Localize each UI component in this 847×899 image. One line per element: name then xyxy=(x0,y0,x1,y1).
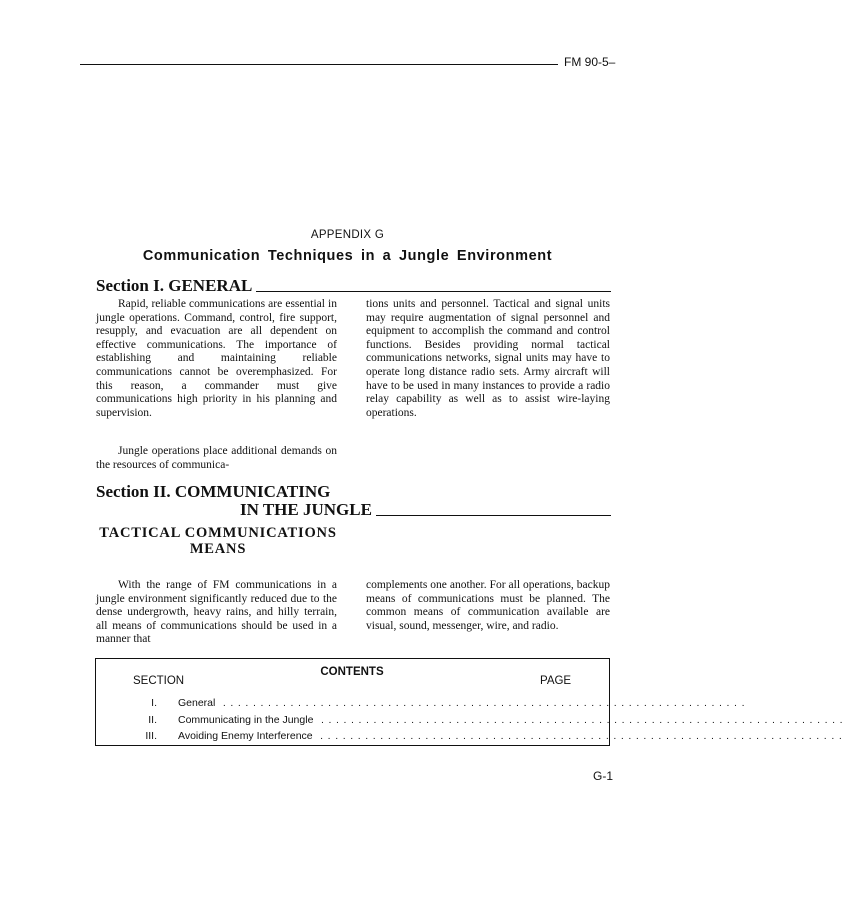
section-1-rule xyxy=(256,291,611,292)
appendix-label: APPENDIX G xyxy=(310,229,385,241)
section-2-heading-row xyxy=(96,501,611,520)
page-number: G-1 xyxy=(593,769,614,783)
contents-box xyxy=(95,658,847,746)
section-2-rule xyxy=(376,515,611,516)
contents-entry-number: II. xyxy=(148,714,157,726)
contents-entry-title: Avoiding Enemy Interference ...................................................................... xyxy=(178,730,847,742)
section-2-heading-line-2: IN THE JUNGLE xyxy=(240,500,372,519)
contents-title: CONTENTS xyxy=(320,666,384,678)
section-1-paragraph-2: Jungle operations place additional demands on the resources of communica- xyxy=(96,445,337,471)
page-title: Communication Techniques in a Jungle Environment xyxy=(142,248,553,264)
contents-section-header: SECTION xyxy=(133,675,185,687)
contents-entry-title: Communicating in the Jungle ...................................................................... xyxy=(178,714,847,726)
contents-entry-title: General ...................................................................... xyxy=(178,697,750,709)
section-1-paragraph-3: tions units and personnel. Tactical and signal units may require augmentation of signal personnel and equipment to accomplish the command and control functions. Besides providing normal tactical communications networks, signal units may have to operate long distance radio sets. Army aircraft will have to be used in many instances to provide a radio relay capability as well as to assist wire-laying operations. xyxy=(366,298,610,419)
section-2-paragraph-2: complements one another. For all operations, backup means of communications must be planned. The common means of communication available are visual, sound, messenger, wire, and radio. xyxy=(366,579,610,632)
section-2-heading xyxy=(96,482,611,520)
contents-entry-communicating[interactable] xyxy=(96,714,847,728)
contents-entry-general[interactable] xyxy=(96,697,750,711)
subheading: TACTICAL COMMUNICATIONS MEANS xyxy=(99,525,337,557)
section-1-paragraph-1: Rapid, reliable communications are essential in jungle operations. Command, control, fire support, resupply, and evacuation are all dependent on effective communications. The importance of establishing and maintaining reliable communications cannot be overemphasized. For this reason, a commander must give communications high priority in his planning and supervision. xyxy=(96,298,337,419)
contents-entry-avoiding[interactable] xyxy=(96,730,847,744)
section-1-heading-row xyxy=(96,274,611,296)
contents-entry-number: I. xyxy=(151,697,157,709)
header-rule xyxy=(80,64,558,65)
document-id: FM 90-5– xyxy=(564,55,616,69)
contents-page-header: PAGE xyxy=(540,675,572,687)
contents-entry-number: III. xyxy=(145,730,157,742)
section-1-heading: Section I. GENERAL xyxy=(96,276,253,295)
section-2-heading-line-1: Section II. COMMUNICATING xyxy=(96,482,331,501)
section-2-paragraph-1: With the range of FM communications in a jungle environment significantly reduced due to the dense undergrowth, heavy rains, and hilly terrain, all means of communications should be used in a manner that xyxy=(96,579,337,646)
